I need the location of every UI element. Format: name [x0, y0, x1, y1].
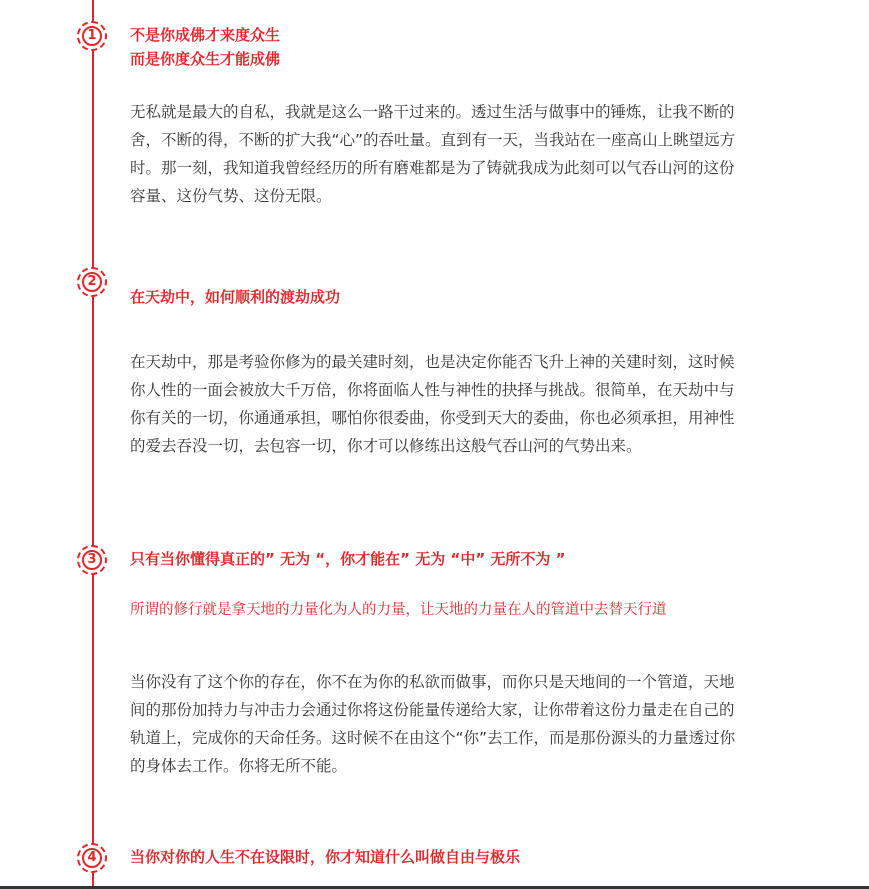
step-marker-2: [77, 267, 107, 297]
section-2-heading: 在天劫中，如何顺利的渡劫成功: [130, 288, 341, 306]
section-1-heading-line-2: 而是你度众生才能成佛: [130, 50, 281, 68]
section-3-heading: 只有当你懂得真正的” 无为 “，你才能在” 无为 “中” 无所不为 ”: [130, 550, 566, 568]
section-4-heading: 当你对你的人生不在设限时，你才知道什么叫做自由与极乐: [130, 848, 521, 866]
timeline-line: [92, 0, 94, 889]
section-2-body: 在天劫中，那是考验你修为的最关建时刻，也是决定你能否飞升上神的关建时刻，这时候你人性的一面会被放大千万倍，你将面临人性与神性的抉择与挑战。很简单，在天劫中与你有关的一切，你通通承担，哪怕你很委曲，你受到天大的委曲，你也必须承担，用神性的爱去吞没一切，去包容一切，你才可以修练出这般气吞山河的气势出来。: [130, 353, 735, 455]
step-number-2: 2: [82, 272, 102, 292]
step-marker-1: [77, 21, 107, 51]
step-marker-3: [77, 545, 107, 575]
section-1-heading-line-1: 不是你成佛才来度众生: [130, 26, 281, 44]
section-1-heading: [130, 23, 750, 71]
step-number-4: 4: [82, 848, 102, 868]
step-number-3: 3: [82, 550, 102, 570]
step-marker-4: [77, 843, 107, 873]
section-3-subheading: 所谓的修行就是拿天地的力量化为人的力量，让天地的力量在人的管道中去替天行道: [130, 602, 667, 618]
step-number-1: 1: [82, 26, 102, 46]
section-1-body: 无私就是最大的自私，我就是这么一路干过来的。透过生活与做事中的锤炼，让我不断的舍，不断的得，不断的扩大我“心”的吞吐量。直到有一天，当我站在一座高山上眺望远方时。那一刻，我知道我曾经经历的所有磨难都是为了铸就我成为此刻可以气吞山河的这份容量、这份气势、这份无限。: [130, 103, 736, 205]
section-3-body: 当你没有了这个你的存在，你不在为你的私欲而做事，而你只是天地间的一个管道，天地间的那份加持力与冲击力会通过你将这份能量传递给大家，让你带着这份力量走在自己的轨道上，完成你的天命任务。这时候不在由这个“你”去工作，而是那份源头的力量透过你的身体去工作。你将无所不能。: [130, 673, 736, 775]
